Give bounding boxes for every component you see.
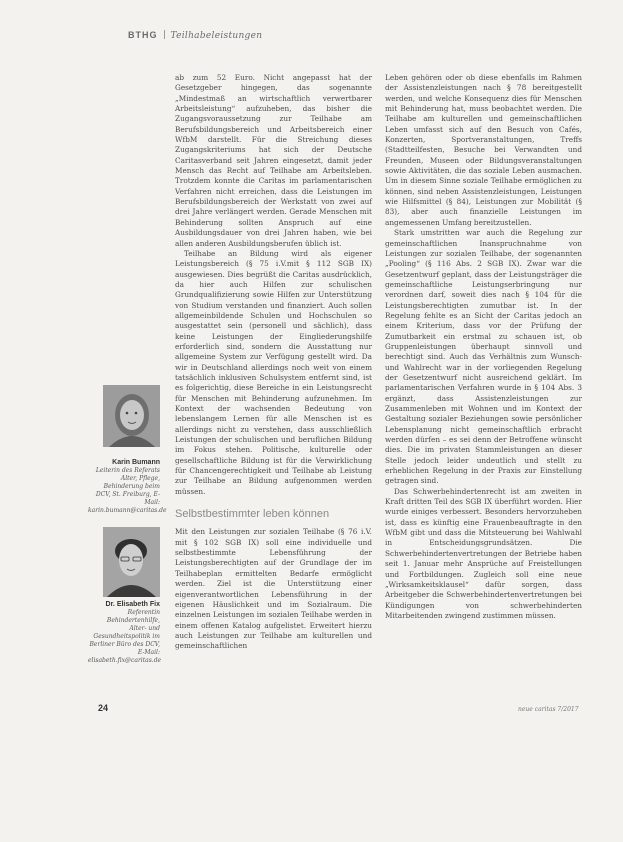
- paragraph: Teilhabe an Bildung wird als eigener Leistungsbereich (§ 75 i.V.mit § 112 SGB IX) ausgewiesen. Dies begrüßt die Caritas ausdrücklich, da hier auch Hilfen zur schulischen Grundqualifizierung sowie Hilfen zur Unterstützung von Studium verstanden und finanziert. Auch sollen allgemeinbildende Schulen und Hochschulen so ausgestattet sein (personell und sächlich), dass keine Leistungen der Eingliederungshilfe erforderlich sind, sondern die Ausstattung nur allgemeine System zur Verfügung gestellt wird. Da wir in Deutschland allerdings noch weit von einem tatsächlich inklusiven Schulsystem entfernt sind, ist es folgerichtig, diese Bereiche in ein Leistungsrecht für Menschen mit Behinderung aufzunehmen. Im Kontext der wachsenden Bedeutung von lebenslangem Lernen für alle Menschen ist es allerdings nicht zu verstehen, dass ausschließlich Leistungen der schulischen und beruflichen Bildung im Fokus stehen. Politische, kulturelle oder gesellschaftliche Bildung ist für die Verwirklichung für Chancengerechtigkeit und Teilhabe ab Leistung zur Teilhabe an Bildung aufgenommen werden müssen.: [175, 248, 372, 496]
- author-photo-1: [103, 385, 160, 447]
- author-name: Karin Bumann: [112, 459, 160, 466]
- author-caption-2: [88, 601, 160, 665]
- header-section: Teilhabeleistungen: [170, 31, 263, 41]
- header-divider: [164, 30, 165, 39]
- author-caption-1: [88, 459, 167, 515]
- paragraph: ab zum 52 Euro. Nicht angepasst hat der Gesetzgeber hingegen, das sogenannte „Mindestmaß an wirtschaftlich verwertbarer Arbeitsleistung“ aufzuheben, das bisher die Zugangsvoraussetzung zur Teilhabe am Berufsbildungsbereich und Arbeitsbereich einer WfbM darstellt. Für die Streichung dieses Zugangskriteriums hat sich der Deutsche Caritasverband seit Jahren eingesetzt, damit jeder Mensch das Recht auf Teilhabe am Arbeitsleben. Trotzdem konnte die Caritas im parlamentarischen Verfahren nicht erreichen, dass die Leistungen im Berufsbildungsbereich der Werkstatt von zwei auf drei Jahre verlängert werden. Gerade Menschen mit Behinderung sollten Anspruch auf eine Ausbildungsdauer von drei Jahren haben, wie bei allen anderen Ausbildungsberufen üblich ist.: [175, 73, 372, 248]
- running-header: [128, 30, 262, 41]
- author-description: Referentin Behindertenhilfe, Alter- und Gesundheitspolitik im Berliner Büro des DCV, E-Mail: elisabeth.fix@caritas.de: [88, 609, 162, 664]
- author-photo-2: [103, 527, 160, 597]
- paragraph: Stark umstritten war auch die Regelung zur gemeinschaftlichen Inanspruchnahme von Leistungen zur sozialen Teilhabe, der sogenannten „Pooling“ (§ 116 Abs. 2 SGB IX). Zwar war die Gesetzentwurf geplant, dass der Leistungsträger die gemeinschaftliche Leistungserbringung nur verordnen darf, soweit dies nach § 104 für die Leistungsberechtigten zumutbar ist. In der Regelung fehlte es an Sicht der Caritas jedoch an einem Kriterium, dass vor der Prüfung der Zumutbarkeit ein erstmal zu schauen ist, ob Gruppenleistungen überhaupt sinnvoll und berechtigt sind. Auch das Verhältnis zum Wunsch- und Wahlrecht war in der vorliegenden Regelung der Gesetzentwurf nicht ausreichend geklärt. Im parlamentarischen Verfahren wurde in § 104 Abs. 3 ergänzt, dass Assistenzleistungen zur Zusammenleben mit Wohnen und im Kontext der Gestaltung sozialer Beziehungen sowie persönlicher Lebensplanung nicht gemeinschaftlich erbracht werden dürfen – es sei denn der Betroffene wünscht dies. Die im privaten Stammleistungen an dieser Stelle jedoch leider undeutlich und stellt zu erheblichen Regelung in der Praxis zur Einstellung getragen sind.: [385, 228, 582, 486]
- text-column-2: [385, 73, 582, 621]
- paragraph: Leben gehören oder ob diese ebenfalls im Rahmen der Assistenzleistungen nach § 78 bereitgestellt werden, und welche Konsequenz dies für Menschen mit Behinderung hat, muss beobachtet werden. Die Teilhabe am kulturellen und gemeinschaftlichen Leben umfasst sich auf den Besuch von Cafés, Konzerten, Sportveranstaltungen, Treffs (Stadtteilfesten, Besuche bei Verwandten und Freunden, Museen oder Bildungsveranstaltungen sowie Aktivitäten, die das soziale Leben ausmachen. Um in diesem Sinne soziale Teilhabe ermöglichen zu können, sind neben Assistenzleistungen, Leistungen wie Hilfsmittel (§ 84), Leistungen zur Mobilität (§ 83), aber auch finanzielle Leistungen im angemessenen Umfang bereitzustellen.: [385, 73, 582, 227]
- header-brand: BTHG: [128, 30, 158, 40]
- author-description: Leiterin des Referats Alter, Pflege, Behinderung beim DCV, St. Freiburg, E-Mail: karin.bumann@caritas.de: [88, 467, 167, 514]
- text-column-1: [175, 73, 372, 652]
- section-subheading: Selbstbestimmter leben können: [175, 508, 330, 521]
- publication-footer: neue caritas 7/2017: [518, 706, 579, 713]
- paragraph: Mit den Leistungen zur sozialen Teilhabe (§ 76 i.V. mit § 102 SGB IX) soll eine individuelle und selbstbestimmte Lebensführung der Leistungsberechtigten auf der Grundlage der im Teilhabeplan ermittelten Bedarfe ermöglicht werden. Ziel ist die Unterstützung einer eigenverantwortlichen Lebensführung in der eigenen Häuslichkeit und im Sozialraum. Die einzelnen Leistungen im sozialen Teilhabe werden in einem offenen Katalog aufgelistet. Erweitert hierzu auch Leistungen zur Teilhabe am kulturellen und gemeinschaftlichen: [175, 527, 372, 651]
- paragraph: Das Schwerbehindertenrecht ist am zweiten in Kraft dritten Teil des SGB IX überführt worden. Hier wurde einiges verbessert. Besonders hervorzuheben ist, dass es künftig eine Frauenbeauftragte in den WfbM gibt und dass die Mitsteuerung bei Wahlwahl in Entscheidungsgrundsätzen. Die Schwerbehindertenvertretungen der Betriebe haben seit 1. Januar mehr Ansprüche auf Freistellungen und Fortbildungen. Zugleich soll eine neue „Wirksamkeitsklausel“ dafür sorgen, dass Arbeitgeber die Schwerbehindertenvertretungen bei Kündigungen von schwerbehinderten Mitarbeitenden zwingend zustimmen müssen.: [385, 486, 582, 620]
- author-name: Dr. Elisabeth Fix: [105, 601, 160, 608]
- page-number: 24: [98, 703, 109, 713]
